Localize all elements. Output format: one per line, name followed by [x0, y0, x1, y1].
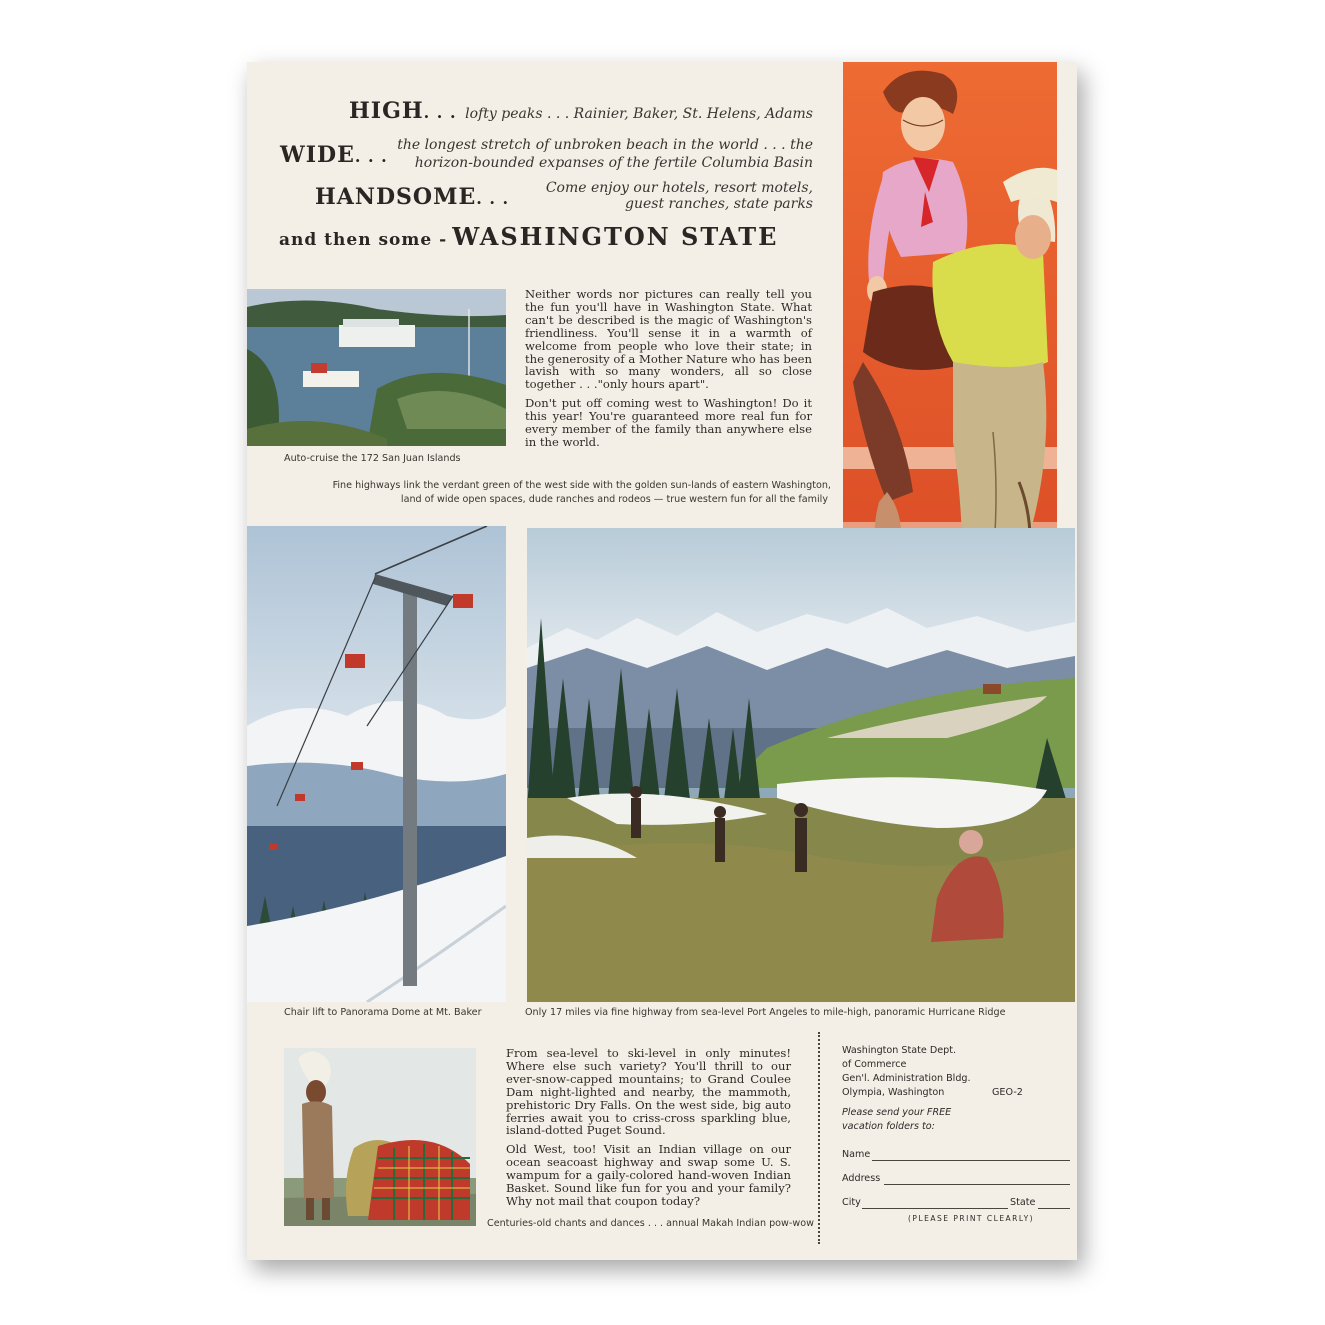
headline-wide-dots: . . . [354, 147, 388, 166]
advertisement-page [247, 62, 1077, 1260]
headline-handsome-word: HANDSOME [315, 184, 477, 210]
headline-washington [279, 222, 778, 251]
highways-caption-1: Fine highways link the verdant green of the west side with the golden sun-lands of eastern Washington, [332, 480, 831, 491]
headline-wide [280, 142, 388, 168]
headline-handsome-text-1: Come enjoy our hotels, resort motels, [545, 180, 813, 196]
body-paragraph-4: Old West, too! Visit an Indian village on our ocean seacoast highway and swap some U. S. wampum for a gaily-colored hand-woven Indian Basket. Sound like fun for you and your family? Why not mail that coupon today? [506, 1142, 791, 1208]
headline-handsome-text-2: guest ranches, state parks [625, 196, 813, 212]
coupon-address-4: Olympia, Washington [842, 1087, 945, 1098]
headline-handsome-dots: . . . [476, 189, 510, 208]
ferry-photo-art [247, 289, 506, 446]
headline-and-then: and then some - [279, 230, 448, 250]
highways-caption-2: land of wide open spaces, dude ranches and rodeos — true western fun for all the family [400, 494, 828, 505]
body-column-top [525, 288, 812, 455]
headline-handsome [315, 184, 509, 210]
ferry-caption: Auto-cruise the 172 San Juan Islands [284, 453, 461, 464]
cowgirl-illustration [843, 62, 1057, 594]
coupon-city-label: City [842, 1197, 861, 1208]
hurricane-ridge-photo-art [527, 528, 1075, 1002]
body-column-bottom [506, 1047, 791, 1214]
headline-wide-text-2: horizon-bounded expanses of the fertile Columbia Basin [414, 155, 813, 171]
cowgirl-illustration-art [843, 62, 1057, 594]
coupon-name-row [842, 1148, 1070, 1166]
body-paragraph-2: Don't put off coming west to Washington! Do it this year! You're guaranteed more real fun for every member of the family than anywhere else in the world. [525, 396, 812, 449]
coupon-print-note: (PLEASE PRINT CLEARLY) [908, 1214, 1035, 1223]
coupon-name-line[interactable] [872, 1160, 1070, 1161]
coupon-state-label: State [1010, 1197, 1036, 1208]
coupon [842, 1044, 1070, 1224]
coupon-request-1: Please send your FREE [842, 1107, 952, 1118]
coupon-address-label: Address [842, 1173, 881, 1184]
chairlift-photo [247, 526, 506, 1002]
coupon-city-line[interactable] [862, 1208, 1008, 1209]
headline-wide-word: WIDE [280, 142, 355, 168]
makah-powwow-photo-art [284, 1048, 476, 1226]
hurricane-ridge-photo [527, 528, 1075, 1002]
coupon-address-3: Gen'l. Administration Bldg. [842, 1073, 971, 1084]
headline-wide-text-1: the longest stretch of unbroken beach in the world . . . the [397, 137, 813, 153]
coupon-request-2: vacation folders to: [842, 1121, 935, 1132]
coupon-address-row [842, 1172, 1070, 1190]
hurricane-ridge-caption: Only 17 miles via fine highway from sea-level Port Angeles to mile-high, panoramic Hurricane Ridge [525, 1007, 1006, 1018]
headline-high-text: lofty peaks . . . Rainier, Baker, St. Helens, Adams [465, 106, 813, 122]
body-paragraph-1: Neither words nor pictures can really tell you the fun you'll have in Washington State. What can't be described is the magic of Washington's friendliness. You'll sense it in a warmth of welcome from people who love their state; in the generosity of a Mother Nature who has been lavish with so many wonders, all so close together . . ."only hours apart". [525, 287, 812, 392]
coupon-name-label: Name [842, 1149, 871, 1160]
coupon-code: GEO-2 [992, 1087, 1023, 1098]
coupon-city-row [842, 1196, 1070, 1214]
headline-high-dots: . . . [423, 103, 457, 122]
coupon-state-line[interactable] [1038, 1208, 1070, 1209]
headline-state: WASHINGTON STATE [452, 222, 779, 251]
makah-powwow-photo [284, 1048, 476, 1226]
headline-high-word: HIGH [349, 98, 424, 124]
coupon-address-line[interactable] [884, 1184, 1070, 1185]
chairlift-photo-art [247, 526, 506, 1002]
coupon-address-2: of Commerce [842, 1059, 907, 1070]
coupon-address-1: Washington State Dept. [842, 1045, 957, 1056]
coupon-address-line-4 [842, 1086, 1070, 1100]
makah-caption: Centuries-old chants and dances . . . annual Makah Indian pow-wow [487, 1218, 814, 1229]
ferry-photo [247, 289, 506, 446]
chairlift-caption: Chair lift to Panorama Dome at Mt. Baker [284, 1007, 482, 1018]
headline-high [349, 98, 457, 124]
coupon-divider [818, 1032, 820, 1244]
body-paragraph-3: From sea-level to ski-level in only minutes! Where else such variety? You'll thrill to our ever-snow-capped mountains; to Grand Coulee Dam night-lighted and nearby, the mammoth, prehistoric Dry Falls. On the west side, big auto ferries await you to criss-cross sparkling blue, island-dotted Puget Sound. [506, 1046, 791, 1138]
